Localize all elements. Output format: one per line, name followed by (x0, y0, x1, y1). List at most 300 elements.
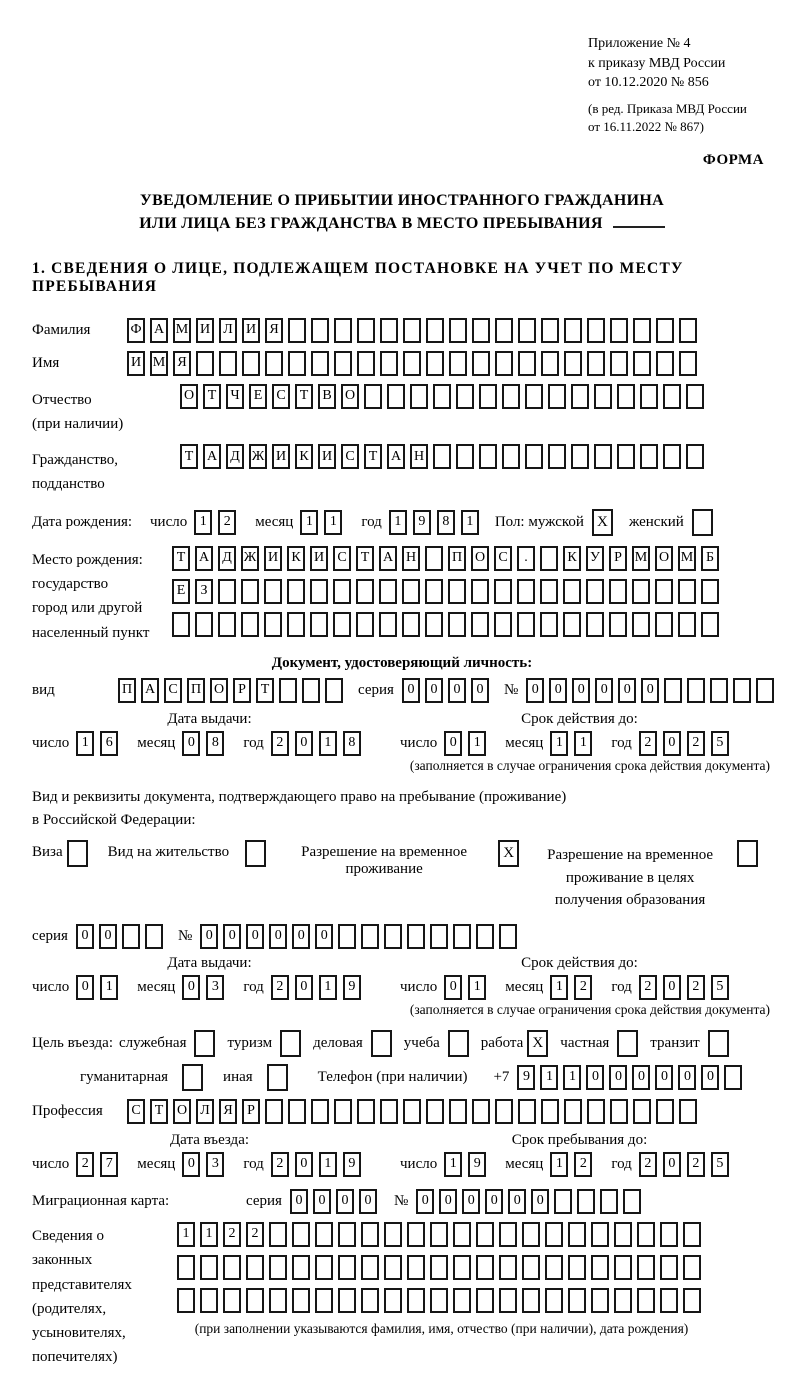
char-cell[interactable] (609, 579, 627, 604)
char-cell[interactable] (426, 318, 444, 343)
char-cell[interactable] (449, 1099, 467, 1124)
char-cell[interactable] (177, 1255, 195, 1280)
month-cell[interactable]: 2 (574, 975, 592, 1000)
char-cell[interactable] (614, 1222, 632, 1247)
char-cell[interactable] (292, 1222, 310, 1247)
char-cell[interactable] (407, 924, 425, 949)
char-cell[interactable]: С (341, 444, 359, 469)
char-cell[interactable]: 0 (439, 1189, 457, 1214)
char-cell[interactable]: Я (265, 318, 283, 343)
year-cell[interactable]: 2 (687, 975, 705, 1000)
char-cell[interactable] (472, 1099, 490, 1124)
year-cell[interactable]: 0 (663, 975, 681, 1000)
char-cell[interactable] (338, 1222, 356, 1247)
char-cell[interactable] (453, 924, 471, 949)
char-cell[interactable] (361, 1255, 379, 1280)
char-cell[interactable] (269, 1288, 287, 1313)
char-cell[interactable] (541, 1099, 559, 1124)
char-cell[interactable] (564, 1099, 582, 1124)
char-cell[interactable] (379, 612, 397, 637)
visa-checkbox[interactable] (67, 840, 88, 867)
char-cell[interactable] (241, 579, 259, 604)
char-cell[interactable] (594, 384, 612, 409)
char-cell[interactable] (426, 1099, 444, 1124)
char-cell[interactable]: 0 (292, 924, 310, 949)
char-cell[interactable] (522, 1288, 540, 1313)
year-cell[interactable]: 9 (413, 510, 431, 535)
char-cell[interactable] (586, 579, 604, 604)
char-cell[interactable] (683, 1288, 701, 1313)
char-cell[interactable] (356, 579, 374, 604)
year-cell[interactable]: 9 (343, 975, 361, 1000)
char-cell[interactable] (430, 924, 448, 949)
char-cell[interactable] (640, 444, 658, 469)
sex-female-checkbox[interactable] (692, 509, 713, 536)
char-cell[interactable] (403, 318, 421, 343)
char-cell[interactable]: В (318, 384, 336, 409)
char-cell[interactable]: 0 (678, 1065, 696, 1090)
char-cell[interactable] (540, 579, 558, 604)
char-cell[interactable]: 2 (223, 1222, 241, 1247)
char-cell[interactable] (494, 612, 512, 637)
char-cell[interactable] (517, 579, 535, 604)
char-cell[interactable] (471, 579, 489, 604)
char-cell[interactable] (448, 579, 466, 604)
char-cell[interactable]: 0 (485, 1189, 503, 1214)
char-cell[interactable] (264, 579, 282, 604)
year-cell[interactable]: 1 (389, 510, 407, 535)
char-cell[interactable] (577, 1189, 595, 1214)
char-cell[interactable] (200, 1255, 218, 1280)
char-cell[interactable] (292, 1288, 310, 1313)
char-cell[interactable] (571, 444, 589, 469)
month-cell[interactable]: 3 (206, 1152, 224, 1177)
char-cell[interactable]: Е (249, 384, 267, 409)
day-cell[interactable]: 2 (218, 510, 236, 535)
char-cell[interactable] (456, 384, 474, 409)
purpose-work-checkbox[interactable]: X (527, 1030, 548, 1057)
char-cell[interactable] (302, 678, 320, 703)
char-cell[interactable] (633, 1099, 651, 1124)
char-cell[interactable] (660, 1222, 678, 1247)
char-cell[interactable] (380, 318, 398, 343)
char-cell[interactable] (614, 1255, 632, 1280)
char-cell[interactable]: 1 (540, 1065, 558, 1090)
char-cell[interactable]: Т (150, 1099, 168, 1124)
temp-residence-education-checkbox[interactable] (737, 840, 758, 867)
char-cell[interactable] (632, 612, 650, 637)
char-cell[interactable]: З (195, 579, 213, 604)
char-cell[interactable] (264, 612, 282, 637)
char-cell[interactable] (453, 1288, 471, 1313)
day-cell[interactable]: 0 (76, 975, 94, 1000)
char-cell[interactable] (310, 612, 328, 637)
char-cell[interactable]: П (187, 678, 205, 703)
char-cell[interactable] (571, 384, 589, 409)
char-cell[interactable] (479, 384, 497, 409)
char-cell[interactable] (430, 1222, 448, 1247)
year-cell[interactable]: 2 (687, 731, 705, 756)
year-cell[interactable]: 1 (319, 731, 337, 756)
char-cell[interactable]: 9 (517, 1065, 535, 1090)
char-cell[interactable]: 0 (99, 924, 117, 949)
char-cell[interactable]: С (494, 546, 512, 571)
char-cell[interactable]: Ч (226, 384, 244, 409)
char-cell[interactable]: Т (295, 384, 313, 409)
char-cell[interactable]: Л (196, 1099, 214, 1124)
char-cell[interactable]: Т (180, 444, 198, 469)
char-cell[interactable] (334, 318, 352, 343)
char-cell[interactable]: . (517, 546, 535, 571)
char-cell[interactable] (687, 678, 705, 703)
char-cell[interactable]: 0 (572, 678, 590, 703)
char-cell[interactable]: 0 (471, 678, 489, 703)
day-cell[interactable]: 0 (444, 731, 462, 756)
year-cell[interactable]: 5 (711, 731, 729, 756)
char-cell[interactable]: И (196, 318, 214, 343)
char-cell[interactable] (701, 579, 719, 604)
char-cell[interactable] (479, 444, 497, 469)
char-cell[interactable]: М (632, 546, 650, 571)
year-cell[interactable]: 2 (639, 731, 657, 756)
char-cell[interactable]: 0 (618, 678, 636, 703)
purpose-private-checkbox[interactable] (617, 1030, 638, 1057)
char-cell[interactable] (656, 318, 674, 343)
char-cell[interactable]: 0 (315, 924, 333, 949)
char-cell[interactable] (610, 318, 628, 343)
char-cell[interactable]: 0 (290, 1189, 308, 1214)
char-cell[interactable]: 0 (200, 924, 218, 949)
char-cell[interactable] (407, 1288, 425, 1313)
char-cell[interactable] (361, 1222, 379, 1247)
char-cell[interactable] (402, 612, 420, 637)
char-cell[interactable] (678, 579, 696, 604)
char-cell[interactable] (172, 612, 190, 637)
char-cell[interactable]: И (310, 546, 328, 571)
year-cell[interactable]: 2 (687, 1152, 705, 1177)
char-cell[interactable]: 0 (531, 1189, 549, 1214)
char-cell[interactable] (315, 1255, 333, 1280)
month-cell[interactable]: 1 (550, 731, 568, 756)
char-cell[interactable] (476, 924, 494, 949)
char-cell[interactable] (525, 444, 543, 469)
char-cell[interactable]: 0 (526, 678, 544, 703)
char-cell[interactable] (586, 612, 604, 637)
char-cell[interactable] (430, 1255, 448, 1280)
month-cell[interactable]: 8 (206, 731, 224, 756)
char-cell[interactable] (361, 924, 379, 949)
char-cell[interactable]: К (563, 546, 581, 571)
char-cell[interactable] (472, 318, 490, 343)
char-cell[interactable] (568, 1288, 586, 1313)
month-cell[interactable]: 1 (550, 1152, 568, 1177)
char-cell[interactable] (311, 351, 329, 376)
char-cell[interactable] (502, 444, 520, 469)
year-cell[interactable]: 0 (295, 731, 313, 756)
char-cell[interactable] (517, 612, 535, 637)
char-cell[interactable] (265, 1099, 283, 1124)
year-cell[interactable]: 2 (639, 1152, 657, 1177)
purpose-humanitarian-checkbox[interactable] (182, 1064, 203, 1091)
year-cell[interactable]: 8 (343, 731, 361, 756)
char-cell[interactable] (410, 384, 428, 409)
sex-male-checkbox[interactable]: X (592, 509, 613, 536)
purpose-study-checkbox[interactable] (448, 1030, 469, 1057)
char-cell[interactable] (310, 579, 328, 604)
char-cell[interactable] (499, 1288, 517, 1313)
char-cell[interactable] (333, 579, 351, 604)
char-cell[interactable]: 0 (425, 678, 443, 703)
char-cell[interactable] (632, 579, 650, 604)
char-cell[interactable]: О (180, 384, 198, 409)
day-cell[interactable]: 1 (100, 975, 118, 1000)
char-cell[interactable]: О (341, 384, 359, 409)
char-cell[interactable] (568, 1255, 586, 1280)
char-cell[interactable] (246, 1288, 264, 1313)
char-cell[interactable] (545, 1222, 563, 1247)
char-cell[interactable]: С (272, 384, 290, 409)
year-cell[interactable]: 0 (663, 1152, 681, 1177)
char-cell[interactable]: 0 (359, 1189, 377, 1214)
char-cell[interactable]: Р (609, 546, 627, 571)
char-cell[interactable]: О (210, 678, 228, 703)
year-cell[interactable]: 2 (271, 731, 289, 756)
day-cell[interactable]: 6 (100, 731, 118, 756)
char-cell[interactable] (426, 351, 444, 376)
char-cell[interactable] (663, 384, 681, 409)
char-cell[interactable] (325, 678, 343, 703)
char-cell[interactable] (548, 444, 566, 469)
month-cell[interactable]: 0 (182, 975, 200, 1000)
char-cell[interactable] (357, 1099, 375, 1124)
char-cell[interactable] (357, 351, 375, 376)
char-cell[interactable] (683, 1222, 701, 1247)
char-cell[interactable]: И (264, 546, 282, 571)
char-cell[interactable] (541, 318, 559, 343)
char-cell[interactable]: 0 (462, 1189, 480, 1214)
char-cell[interactable] (338, 1288, 356, 1313)
purpose-other-checkbox[interactable] (267, 1064, 288, 1091)
char-cell[interactable]: 0 (313, 1189, 331, 1214)
char-cell[interactable] (623, 1189, 641, 1214)
char-cell[interactable] (219, 351, 237, 376)
char-cell[interactable]: 0 (508, 1189, 526, 1214)
char-cell[interactable] (518, 318, 536, 343)
char-cell[interactable] (453, 1255, 471, 1280)
char-cell[interactable]: Н (410, 444, 428, 469)
purpose-tourism-checkbox[interactable] (280, 1030, 301, 1057)
month-cell[interactable]: 1 (574, 731, 592, 756)
char-cell[interactable] (655, 612, 673, 637)
year-cell[interactable]: 5 (711, 975, 729, 1000)
char-cell[interactable] (664, 678, 682, 703)
day-cell[interactable]: 7 (100, 1152, 118, 1177)
char-cell[interactable]: 0 (402, 678, 420, 703)
char-cell[interactable] (476, 1222, 494, 1247)
char-cell[interactable]: 0 (641, 678, 659, 703)
char-cell[interactable] (525, 384, 543, 409)
char-cell[interactable] (387, 384, 405, 409)
char-cell[interactable]: А (150, 318, 168, 343)
char-cell[interactable] (246, 1255, 264, 1280)
char-cell[interactable] (364, 384, 382, 409)
char-cell[interactable] (357, 318, 375, 343)
char-cell[interactable]: Р (242, 1099, 260, 1124)
char-cell[interactable] (617, 384, 635, 409)
char-cell[interactable] (311, 1099, 329, 1124)
char-cell[interactable]: К (287, 546, 305, 571)
char-cell[interactable] (660, 1255, 678, 1280)
char-cell[interactable]: П (448, 546, 466, 571)
char-cell[interactable]: Б (701, 546, 719, 571)
char-cell[interactable] (494, 579, 512, 604)
char-cell[interactable] (288, 351, 306, 376)
char-cell[interactable] (456, 444, 474, 469)
char-cell[interactable] (522, 1222, 540, 1247)
char-cell[interactable]: А (195, 546, 213, 571)
char-cell[interactable] (269, 1222, 287, 1247)
char-cell[interactable] (683, 1255, 701, 1280)
char-cell[interactable] (403, 351, 421, 376)
year-cell[interactable]: 9 (343, 1152, 361, 1177)
char-cell[interactable]: 0 (76, 924, 94, 949)
year-cell[interactable]: 0 (295, 975, 313, 1000)
char-cell[interactable] (269, 1255, 287, 1280)
char-cell[interactable] (563, 579, 581, 604)
char-cell[interactable]: Р (233, 678, 251, 703)
char-cell[interactable] (333, 612, 351, 637)
char-cell[interactable] (655, 579, 673, 604)
month-cell[interactable]: 0 (182, 731, 200, 756)
char-cell[interactable]: 0 (223, 924, 241, 949)
char-cell[interactable] (587, 318, 605, 343)
char-cell[interactable] (448, 612, 466, 637)
char-cell[interactable] (403, 1099, 421, 1124)
char-cell[interactable] (686, 444, 704, 469)
year-cell[interactable]: 0 (295, 1152, 313, 1177)
char-cell[interactable]: Е (172, 579, 190, 604)
char-cell[interactable]: 0 (655, 1065, 673, 1090)
month-cell[interactable]: 2 (574, 1152, 592, 1177)
char-cell[interactable] (495, 318, 513, 343)
char-cell[interactable] (756, 678, 774, 703)
char-cell[interactable] (223, 1255, 241, 1280)
char-cell[interactable] (678, 612, 696, 637)
char-cell[interactable]: 0 (586, 1065, 604, 1090)
char-cell[interactable] (610, 1099, 628, 1124)
day-cell[interactable]: 1 (76, 731, 94, 756)
char-cell[interactable]: А (379, 546, 397, 571)
char-cell[interactable] (218, 612, 236, 637)
char-cell[interactable]: И (318, 444, 336, 469)
char-cell[interactable] (564, 351, 582, 376)
char-cell[interactable] (679, 351, 697, 376)
char-cell[interactable]: М (150, 351, 168, 376)
day-cell[interactable]: 1 (444, 1152, 462, 1177)
char-cell[interactable] (471, 612, 489, 637)
month-cell[interactable]: 1 (550, 975, 568, 1000)
char-cell[interactable] (279, 678, 297, 703)
char-cell[interactable] (609, 612, 627, 637)
char-cell[interactable]: К (295, 444, 313, 469)
char-cell[interactable] (425, 579, 443, 604)
day-cell[interactable]: 0 (444, 975, 462, 1000)
char-cell[interactable] (384, 1288, 402, 1313)
char-cell[interactable] (564, 318, 582, 343)
char-cell[interactable] (724, 1065, 742, 1090)
char-cell[interactable] (617, 444, 635, 469)
char-cell[interactable] (453, 1222, 471, 1247)
char-cell[interactable] (660, 1288, 678, 1313)
char-cell[interactable] (338, 924, 356, 949)
char-cell[interactable]: 0 (269, 924, 287, 949)
char-cell[interactable]: 0 (448, 678, 466, 703)
char-cell[interactable] (637, 1255, 655, 1280)
char-cell[interactable]: А (387, 444, 405, 469)
char-cell[interactable]: П (118, 678, 136, 703)
char-cell[interactable] (563, 612, 581, 637)
char-cell[interactable]: С (333, 546, 351, 571)
char-cell[interactable] (292, 1255, 310, 1280)
char-cell[interactable] (449, 351, 467, 376)
char-cell[interactable] (407, 1222, 425, 1247)
char-cell[interactable] (334, 351, 352, 376)
char-cell[interactable]: М (173, 318, 191, 343)
char-cell[interactable] (679, 1099, 697, 1124)
char-cell[interactable] (476, 1255, 494, 1280)
char-cell[interactable] (633, 351, 651, 376)
char-cell[interactable]: 0 (632, 1065, 650, 1090)
char-cell[interactable]: 2 (246, 1222, 264, 1247)
char-cell[interactable] (379, 579, 397, 604)
char-cell[interactable]: Т (356, 546, 374, 571)
char-cell[interactable] (384, 1255, 402, 1280)
char-cell[interactable] (200, 1288, 218, 1313)
char-cell[interactable]: И (242, 318, 260, 343)
char-cell[interactable] (701, 612, 719, 637)
month-cell[interactable]: 3 (206, 975, 224, 1000)
char-cell[interactable] (495, 351, 513, 376)
month-cell[interactable]: 1 (324, 510, 342, 535)
day-cell[interactable]: 1 (468, 731, 486, 756)
char-cell[interactable] (449, 318, 467, 343)
char-cell[interactable]: Н (402, 546, 420, 571)
char-cell[interactable] (356, 612, 374, 637)
char-cell[interactable] (600, 1189, 618, 1214)
year-cell[interactable]: 2 (639, 975, 657, 1000)
char-cell[interactable] (384, 1222, 402, 1247)
char-cell[interactable] (637, 1222, 655, 1247)
day-cell[interactable]: 1 (468, 975, 486, 1000)
month-cell[interactable]: 0 (182, 1152, 200, 1177)
char-cell[interactable] (384, 924, 402, 949)
char-cell[interactable] (311, 318, 329, 343)
residence-permit-checkbox[interactable] (245, 840, 266, 867)
char-cell[interactable] (288, 318, 306, 343)
year-cell[interactable]: 5 (711, 1152, 729, 1177)
char-cell[interactable]: 1 (200, 1222, 218, 1247)
char-cell[interactable] (218, 579, 236, 604)
char-cell[interactable] (518, 351, 536, 376)
char-cell[interactable] (710, 678, 728, 703)
char-cell[interactable] (499, 1255, 517, 1280)
char-cell[interactable] (733, 678, 751, 703)
char-cell[interactable] (380, 1099, 398, 1124)
char-cell[interactable]: Я (173, 351, 191, 376)
char-cell[interactable]: Т (256, 678, 274, 703)
char-cell[interactable]: С (127, 1099, 145, 1124)
char-cell[interactable] (315, 1222, 333, 1247)
